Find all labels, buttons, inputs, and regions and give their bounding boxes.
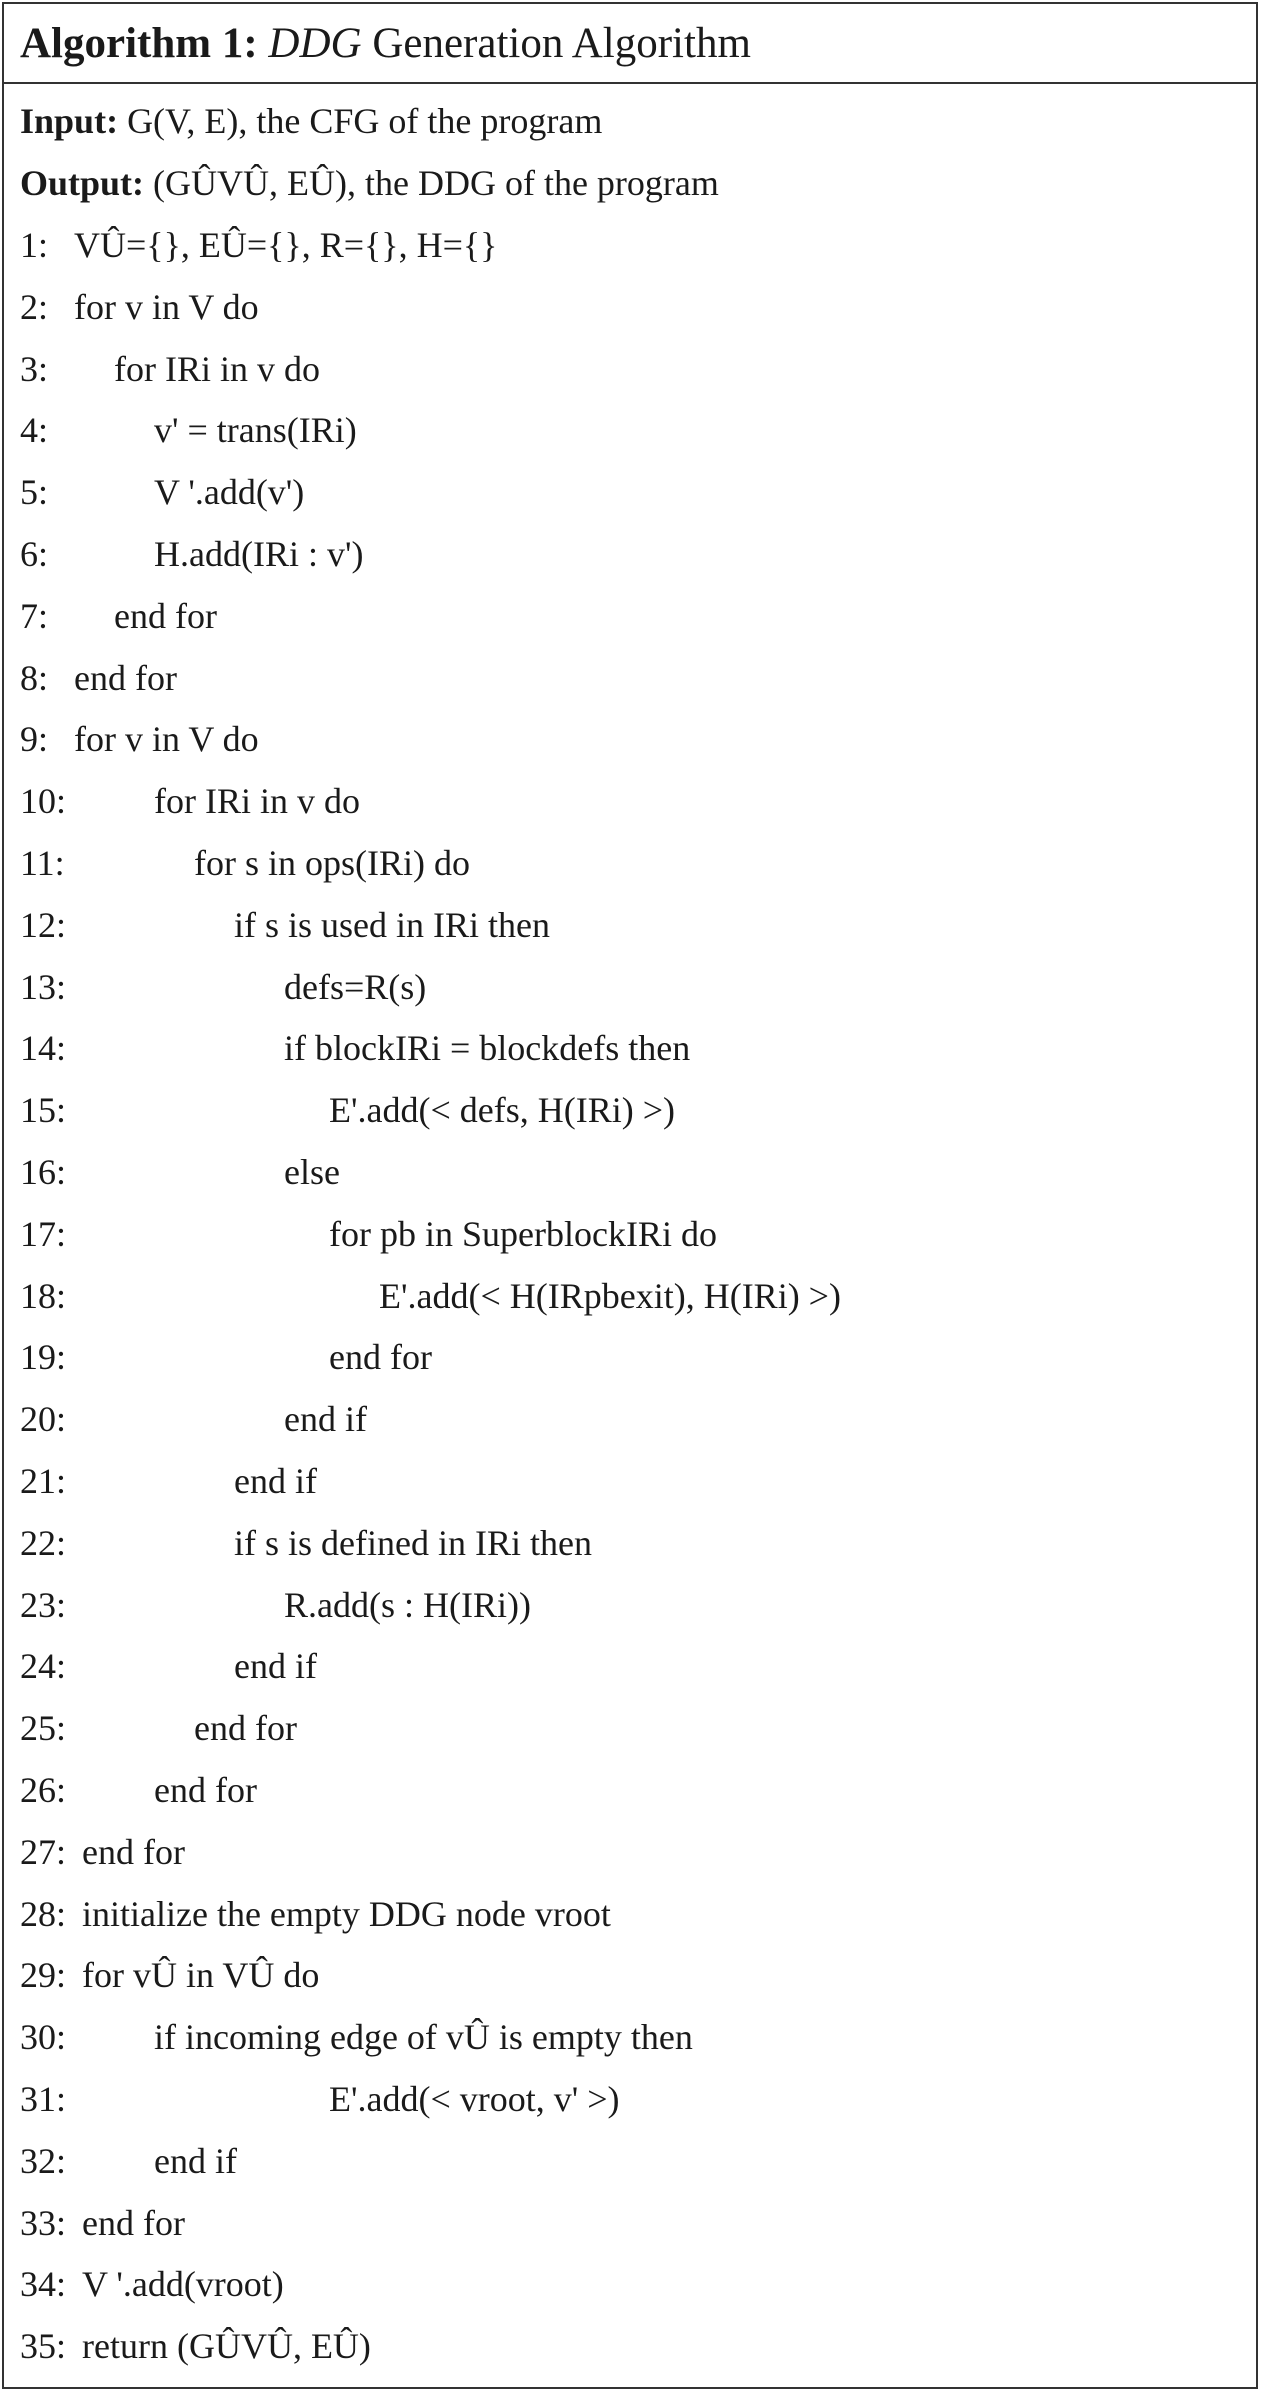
code-text: return (GÛVÛ, EÛ) (82, 2326, 371, 2367)
line-number: 2: (20, 286, 49, 327)
code-text: end if (154, 2140, 237, 2181)
line-number: 21: (20, 1461, 67, 1501)
line-number: 33: (20, 2202, 67, 2243)
code-line (20, 1883, 1220, 1945)
code-text: for s in ops(IRi) do (194, 843, 470, 883)
line-number: 18: (20, 1275, 67, 1316)
output-line (20, 152, 719, 214)
code-text: R.add(s : H(IRi)) (284, 1584, 531, 1625)
code-line (20, 1079, 1220, 1141)
line-number: 12: (20, 904, 67, 945)
code-text: H.add(IRi : v') (154, 534, 364, 574)
code-text: end if (234, 1461, 317, 1501)
output-text: (GÛVÛ, EÛ), the DDG of the program (153, 163, 719, 203)
code-line (20, 1265, 1220, 1327)
line-number: 6: (20, 534, 49, 574)
code-text: if s is defined in IRi then (234, 1522, 592, 1563)
code-line (20, 1326, 1220, 1388)
line-number: 10: (20, 781, 67, 822)
code-line (20, 276, 1220, 338)
code-text: E'.add(< H(IRpbexit), H(IRi) >) (379, 1275, 841, 1316)
line-number: 16: (20, 1152, 67, 1192)
code-line (20, 647, 1220, 709)
line-number: 3: (20, 348, 49, 389)
line-number: 7: (20, 595, 49, 636)
line-number: 4: (20, 410, 49, 451)
code-line (20, 2315, 1220, 2377)
code-text: v' = trans(IRi) (154, 410, 357, 451)
line-number: 11: (20, 843, 65, 883)
line-number: 15: (20, 1090, 67, 1131)
code-line (20, 399, 1220, 461)
code-text: end for (114, 595, 217, 636)
code-line (20, 1141, 1220, 1203)
line-number: 17: (20, 1213, 67, 1254)
line-number: 8: (20, 657, 49, 698)
line-number: 32: (20, 2140, 67, 2181)
code-line (20, 770, 1220, 832)
line-number: 30: (20, 2017, 67, 2058)
code-line (20, 338, 1220, 400)
code-line (20, 2253, 1220, 2315)
code-text: VÛ={}, EÛ={}, R={}, H={} (74, 225, 498, 265)
code-line (20, 1450, 1220, 1512)
code-text: end if (284, 1399, 367, 1440)
line-number: 31: (20, 2079, 67, 2119)
code-line (20, 1697, 1220, 1759)
code-line (20, 956, 1220, 1018)
code-line (20, 1759, 1220, 1821)
code-line (20, 1574, 1220, 1636)
code-text: for v in V do (74, 286, 259, 327)
code-text: for pb in SuperblockIRi do (329, 1213, 717, 1254)
code-text: end for (154, 1770, 257, 1810)
code-text: V '.add(vroot) (82, 2264, 284, 2305)
code-text: for v in V do (74, 719, 259, 760)
algorithm-title (4, 4, 1256, 84)
code-text: if incoming edge of vÛ is empty then (154, 2017, 693, 2058)
input-line (20, 90, 602, 152)
code-line (20, 832, 1220, 894)
code-line (20, 214, 1220, 276)
code-text: E'.add(< defs, H(IRi) >) (329, 1090, 675, 1131)
algorithm-title-rest: Generation Algorithm (372, 20, 751, 67)
code-line (20, 2006, 1220, 2068)
code-line (20, 2068, 1220, 2130)
code-text: end for (74, 657, 177, 698)
algorithm-box (2, 2, 1258, 2389)
line-number: 29: (20, 1955, 67, 1996)
code-text: for vÛ in VÛ do (82, 1955, 320, 1996)
code-line (20, 894, 1220, 956)
code-line (20, 1388, 1220, 1450)
line-number: 14: (20, 1028, 67, 1069)
code-line (20, 461, 1220, 523)
code-line (20, 523, 1220, 585)
input-label: Input: (20, 101, 119, 141)
line-number: 28: (20, 1893, 67, 1934)
code-line (20, 1203, 1220, 1265)
line-number: 34: (20, 2264, 67, 2305)
code-text: end for (194, 1708, 297, 1749)
code-text: else (284, 1152, 340, 1192)
code-line (20, 708, 1220, 770)
code-text: for IRi in v do (154, 781, 360, 822)
line-number: 26: (20, 1770, 67, 1810)
code-text: E'.add(< vroot, v' >) (329, 2079, 620, 2119)
code-line (20, 1017, 1220, 1079)
code-text: for IRi in v do (114, 348, 320, 389)
code-line (20, 1635, 1220, 1697)
line-number: 20: (20, 1399, 67, 1440)
line-number: 19: (20, 1337, 67, 1378)
code-line (20, 585, 1220, 647)
line-number: 1: (20, 225, 49, 265)
line-number: 9: (20, 719, 49, 760)
code-text: if s is used in IRi then (234, 904, 550, 945)
code-line (20, 1944, 1220, 2006)
line-number: 22: (20, 1522, 67, 1563)
output-label: Output: (20, 163, 145, 203)
code-line (20, 2130, 1220, 2192)
code-text: end if (234, 1646, 317, 1687)
code-line (20, 1821, 1220, 1883)
algorithm-label: Algorithm 1: (20, 20, 258, 67)
code-line (20, 1512, 1220, 1574)
line-number: 27: (20, 1831, 67, 1872)
line-number: 5: (20, 472, 49, 513)
line-number: 23: (20, 1584, 67, 1625)
code-text: defs=R(s) (284, 966, 427, 1007)
input-text: G(V, E), the CFG of the program (127, 101, 603, 141)
line-number: 24: (20, 1646, 67, 1687)
line-number: 13: (20, 966, 67, 1007)
code-text: end for (329, 1337, 432, 1378)
code-text: initialize the empty DDG node vroot (82, 1893, 611, 1934)
code-text: end for (82, 1831, 185, 1872)
code-line (20, 2192, 1220, 2254)
code-text: V '.add(v') (154, 472, 305, 513)
code-text: end for (82, 2202, 185, 2243)
code-text: if blockIRi = blockdefs then (284, 1028, 691, 1069)
line-number: 35: (20, 2326, 67, 2367)
line-number: 25: (20, 1708, 67, 1749)
algorithm-name: DDG (268, 20, 362, 67)
